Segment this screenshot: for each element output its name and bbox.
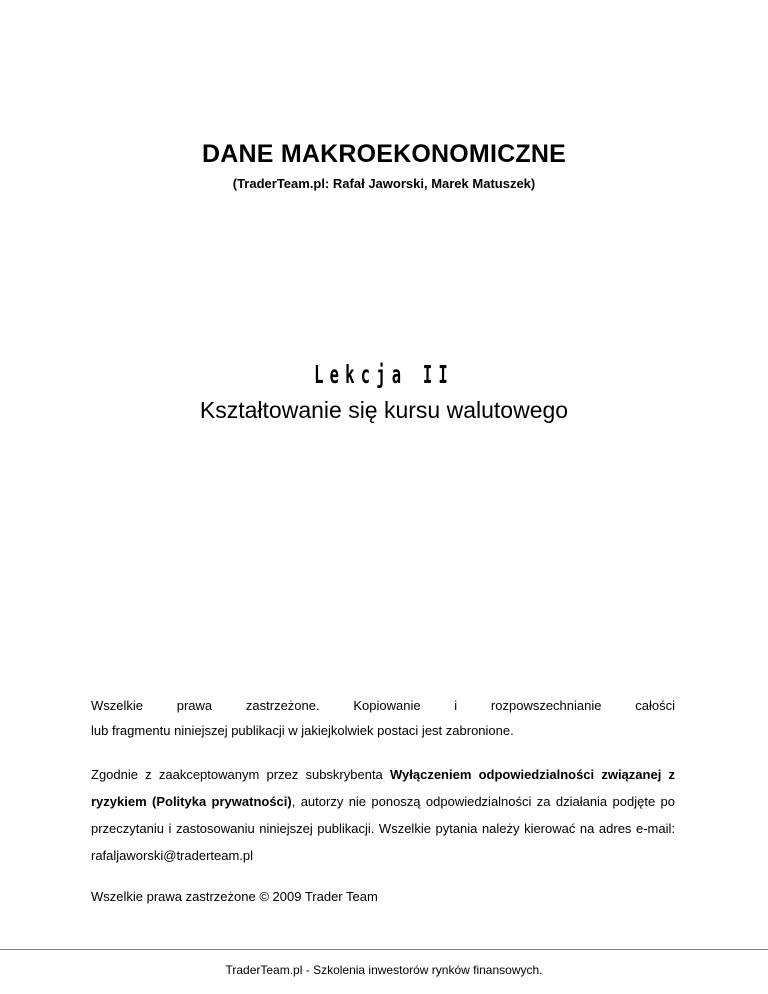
footer-divider bbox=[0, 949, 768, 950]
rights-word: Kopiowanie bbox=[353, 698, 421, 713]
document-authors: (TraderTeam.pl: Rafał Jaworski, Marek Matuszek) bbox=[232, 176, 536, 191]
rights-word: zastrzeżone. bbox=[245, 698, 320, 713]
rights-word: prawa bbox=[176, 698, 213, 713]
copyright-notice: Wszelkie prawa zastrzeżone © 2009 Trader Team bbox=[91, 889, 378, 904]
disclaimer-text: , autorzy nie ponoszą odpowiedzialności za działania podjęte po przeczytaniu i zastosowaniu niniejszej publikacji. Wszelkie pytania należy kierować na adres e-mail: rafaljaworski@traderteam.pl bbox=[91, 794, 675, 863]
disclaimer-paragraph bbox=[91, 761, 675, 869]
rights-notice-line2: lub fragmentu niniejszej publikacji w jakiejkolwiek postaci jest zabronione. bbox=[91, 723, 514, 738]
rights-word: rozpowszechnianie bbox=[490, 698, 602, 713]
rights-word: Wszelkie bbox=[91, 698, 144, 713]
disclaimer-text: Zgodnie z zaakceptowanym przez subskrybenta bbox=[91, 767, 390, 782]
rights-word: i bbox=[454, 698, 458, 713]
rights-word: całości bbox=[635, 698, 675, 713]
rights-notice bbox=[91, 697, 675, 740]
lesson-label: Lekcja II bbox=[314, 360, 454, 389]
document-title: DANE MAKROEKONOMICZNE bbox=[202, 140, 566, 168]
rights-notice-line1 bbox=[91, 697, 675, 715]
lesson-subtitle: Kształtowanie się kursu walutowego bbox=[199, 397, 569, 423]
disclaimer-policy-reference: Wyłączeniem odpowiedzialności związanej z ryzykiem (Polityka prywatności) bbox=[91, 767, 675, 809]
page-footer: TraderTeam.pl - Szkolenia inwestorów rynków finansowych. bbox=[225, 963, 543, 977]
